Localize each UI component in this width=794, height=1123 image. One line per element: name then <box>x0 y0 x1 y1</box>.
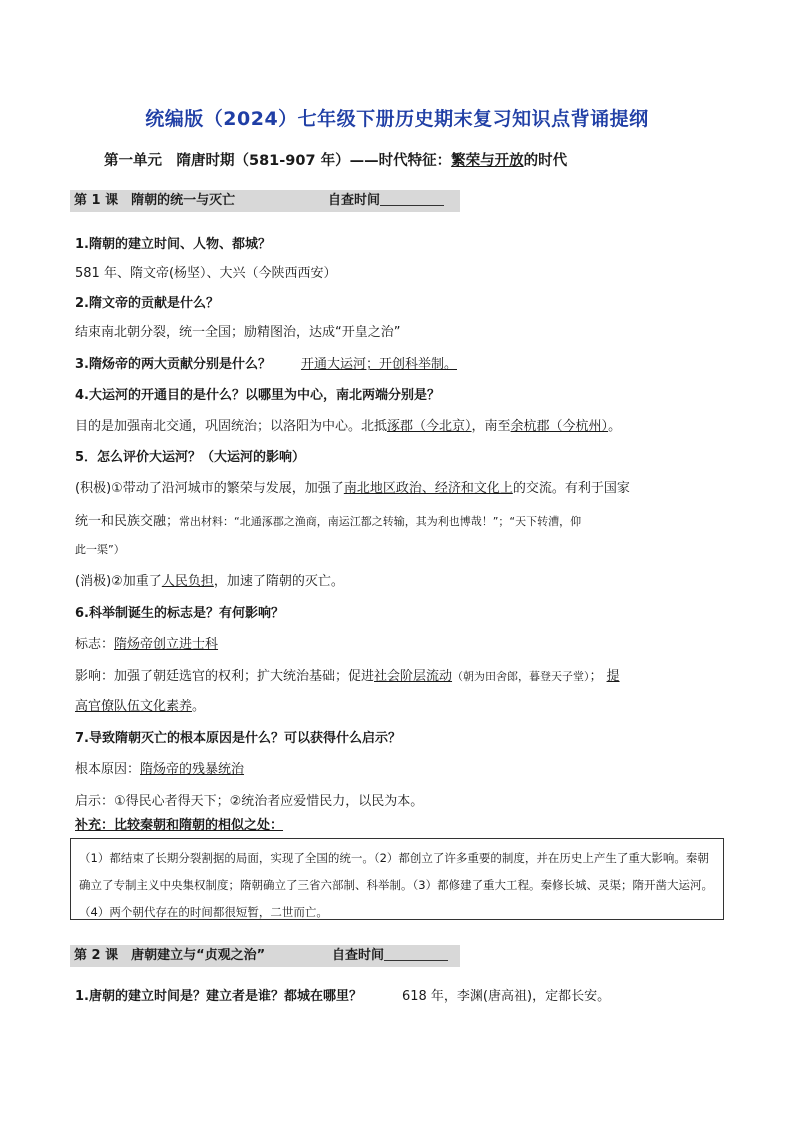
question-4: 4.大运河的开通目的是什么？以哪里为中心，南北两端分别是？ <box>75 388 440 403</box>
answer-5-line-3: 此一渠”） <box>75 543 125 556</box>
question-6: 6.科举制诞生的标志是？有何影响？ <box>75 606 284 621</box>
answer-5-quote: 常出材料：“北通涿郡之渔商，南运江都之转输，其为利也博哉！”；“天下转漕，仰 <box>179 515 582 528</box>
document-title: 统编版（2024）七年级下册历史期末复习知识点背诵提纲 <box>145 108 649 130</box>
question-7: 7.导致隋朝灭亡的根本原因是什么？可以获得什么启示？ <box>75 731 401 746</box>
answer-1: 581 年、隋文帝(杨坚）、大兴（今陕西西安） <box>75 266 337 281</box>
lesson-1-selfcheck <box>328 190 444 212</box>
question-1: 1.隋朝的建立时间、人物、都城？ <box>75 237 271 252</box>
answer-7-part: 根本原因： <box>75 762 141 777</box>
question-3-row <box>75 353 457 372</box>
lesson-2-title: 第 2 课 唐朝建立与“贞观之治” <box>74 948 266 963</box>
question-5: 5．怎么评价大运河？（大运河的影响） <box>75 450 306 465</box>
answer-7-cause <box>75 758 244 777</box>
answer-6-part: ； <box>589 669 603 684</box>
unit-heading <box>104 149 567 170</box>
answer-6-underline: 提 <box>606 669 620 684</box>
answer-4-part: 。 <box>608 419 622 434</box>
answer-5-part: (积极)①带动了沿河城市的繁荣与发展，加强了 <box>75 481 344 496</box>
answer-4-part: ，南至 <box>471 419 511 434</box>
answer-6-note: （朝为田舍郎，暮登天子堂） <box>452 670 590 683</box>
selfcheck-label: 自查时间 <box>328 193 381 208</box>
answer-4-part: 目的是加强南北交通，巩固统治；以洛阳为中心。北抵 <box>75 419 388 434</box>
answer-6-impact-cont <box>75 695 205 714</box>
answer-5-line-2 <box>75 510 581 529</box>
answer-7-underline: 隋炀帝的残暴统治 <box>140 762 245 777</box>
lesson-2-answer-1: 618 年，李渊(唐高祖)，定都长安。 <box>401 989 611 1004</box>
answer-6-part: 标志： <box>75 637 115 652</box>
unit-prefix: 第一单元 隋唐时期（581-907 年）——时代特征： <box>104 153 452 169</box>
answer-5-line-1 <box>75 477 630 496</box>
answer-6-sign <box>75 633 218 652</box>
unit-suffix: 的时代 <box>523 153 568 169</box>
answer-5-underline: 人民负担 <box>161 574 214 589</box>
answer-5-line-4 <box>75 570 344 589</box>
answer-6-part: 。 <box>192 699 206 714</box>
lesson-2-question-1: 1.唐朝的建立时间是？建立者是谁？都城在哪里？ <box>75 989 362 1004</box>
answer-6-underline: 隋炀帝创立进士科 <box>114 637 219 652</box>
answer-6-part: 影响：加强了朝廷选官的权利；扩大统治基础；促进 <box>75 669 375 684</box>
supplement-box: （1）都结束了长期分裂割据的局面，实现了全国的统一。（2）都创立了许多重要的制度，并在历史上产生了重大影响。秦朝确立了专制主义中央集权制度；隋朝确立了三省六部制、科举制。（3）都修建了重大工程。秦修长城、灵渠；隋开凿大运河。（4）两个朝代存在的时间都很短暂，二世而亡。 <box>70 838 724 920</box>
answer-3: 开通大运河；开创科举制。 <box>300 357 457 372</box>
answer-5-part: ，加速了隋朝的灭亡。 <box>213 574 344 589</box>
question-3: 3.隋炀帝的两大贡献分别是什么？ <box>75 357 271 372</box>
answer-6-underline: 高官僚队伍文化素养 <box>75 699 193 714</box>
question-2: 2.隋文帝的贡献是什么？ <box>75 296 219 311</box>
lesson-1-header <box>70 190 460 212</box>
lesson-2-selfcheck <box>332 945 448 967</box>
answer-7-lesson: 启示：①得民心者得天下；②统治者应爱惜民力，以民为本。 <box>75 794 424 809</box>
answer-5-underline: 南北地区政治、经济和文化上 <box>343 481 513 496</box>
answer-6-impact <box>75 665 620 684</box>
lesson-2-question-1-row <box>75 985 610 1004</box>
answer-5-part: 统一和民族交融； <box>75 514 180 529</box>
selfcheck-label: 自查时间 <box>332 948 385 963</box>
selfcheck-blank <box>384 946 448 961</box>
answer-2: 结束南北朝分裂，统一全国；励精图治，达成“开皇之治” <box>75 325 401 340</box>
answer-6-underline: 社会阶层流动 <box>374 669 453 684</box>
lesson-2-header <box>70 945 460 967</box>
answer-4 <box>75 415 621 434</box>
lesson-1-title: 第 1 课 隋朝的统一与灭亡 <box>74 193 236 208</box>
answer-4-zhuojun: 涿郡（今北京） <box>387 419 472 434</box>
supplement-label: 补充：比较秦朝和隋朝的相似之处： <box>75 818 284 833</box>
answer-5-part: 的交流。有利于国家 <box>512 481 630 496</box>
answer-4-yuhang: 余杭郡（今杭州） <box>510 419 609 434</box>
unit-emphasis: 繁荣与开放 <box>451 153 524 169</box>
answer-5-part: (消极)②加重了 <box>75 574 162 589</box>
selfcheck-blank <box>380 191 444 206</box>
